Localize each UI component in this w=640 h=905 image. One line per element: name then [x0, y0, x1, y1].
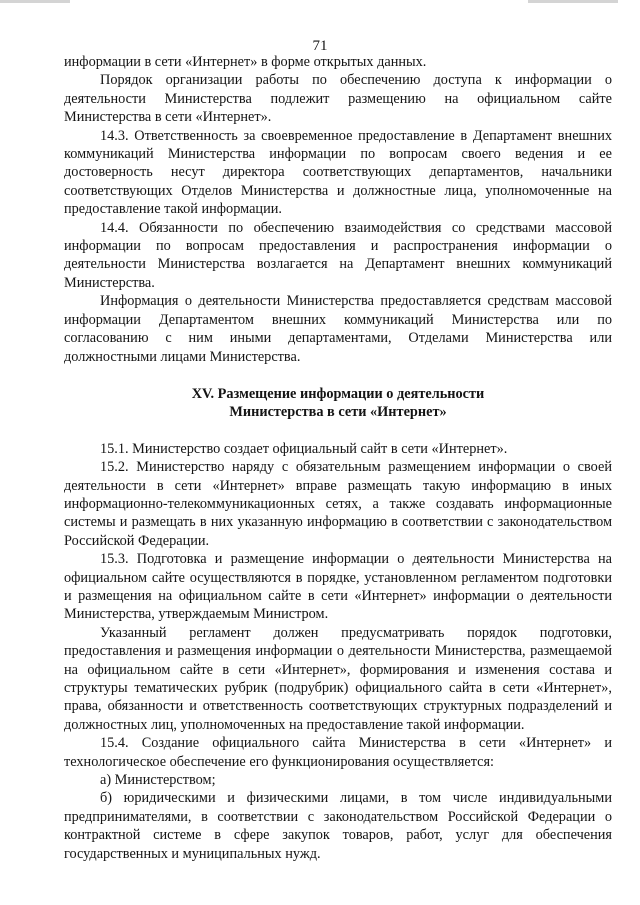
paragraph: б) юридическими и физическими лицами, в том числе индивидуальными предпринимателями, в соответствии с законодательством Российской Федерации о контрактной системе в сфере закупок товаров, работ, услуг для обеспечения государственных и муниципальных нужд. [64, 790, 612, 862]
paragraph: 14.4. Обязанности по обеспечению взаимодействия со средствами массовой информации по вопросам предоставления и распространения информации о деятельности Министерства возлагается на Департамент внешних коммуникаций Министерства. [64, 219, 612, 291]
paragraph: 15.3. Подготовка и размещение информации о деятельности Министерства на официальном сайте осуществляются в порядке, установленном регламентом подготовки и размещения на официальном сайте в сети «Интернет» информации о деятельности Министерства, утверждаемым Министром. [64, 551, 612, 623]
paragraphs-before-heading [64, 53, 612, 366]
section-heading-line-2: Министерства в сети «Интернет» [229, 404, 447, 421]
section-heading [64, 385, 612, 422]
paragraph: Порядок организации работы по обеспечению доступа к информации о деятельности Министерства подлежит размещению на официальном сайте Министерства в сети «Интернет». [64, 72, 612, 126]
paragraph: информации в сети «Интернет» в форме открытых данных. [64, 54, 427, 70]
paragraph: а) Министерством; [100, 772, 216, 789]
paragraph: 14.3. Ответственность за своевременное предоставление в Департамент внешних коммуникаций Министерства информации по вопросам своего ведения и ее достоверность несут директора соответствующих департаментов, начальники соответствующих Отделов Министерства и должностные лица, уполномоченные на предоставление такой информации. [64, 127, 612, 218]
scan-edge-mark-left [0, 0, 70, 3]
paragraphs-after-heading [64, 440, 612, 863]
paragraph: 15.1. Министерство создает официальный сайт в сети «Интернет». [100, 440, 508, 457]
page-number: 71 [312, 38, 328, 54]
paragraph: Указанный регламент должен предусматривать порядок подготовки, предоставления и размещения информации о деятельности Министерства, размещаемой на официальном сайте в сети «Интернет», формирования и изменения состава и структуры тематических рубрик (подрубрик) официального сайта в сети «Интернет», права, обязанности и ответственность соответствующих структурных подразделений и должностных лиц, уполномоченных на предоставление такой информации. [64, 624, 612, 733]
paragraph: Информация о деятельности Министерства предоставляется средствам массовой информации Департаментом внешних коммуникаций Министерства или по согласованию с ним иными департаментами, Отделами Министерства или должностными лицами Министерства. [64, 293, 612, 365]
paragraph: 15.4. Создание официального сайта Министерства в сети «Интернет» и технологическое обеспечение его функционирования осуществляется: [64, 735, 612, 770]
document-body [64, 53, 612, 863]
paragraph: 15.2. Министерство наряду с обязательным размещением информации о своей деятельности в сети «Интернет» вправе размещать такую информацию в иных информационно-телекоммуникационных сетях, а также создавать информационные системы и размещать в них указанную информацию в соответствии с законодательством Российской Федерации. [64, 459, 612, 549]
section-heading-line-1: XV. Размещение информации о деятельности [191, 385, 485, 402]
scan-edge-mark-right [528, 0, 618, 3]
